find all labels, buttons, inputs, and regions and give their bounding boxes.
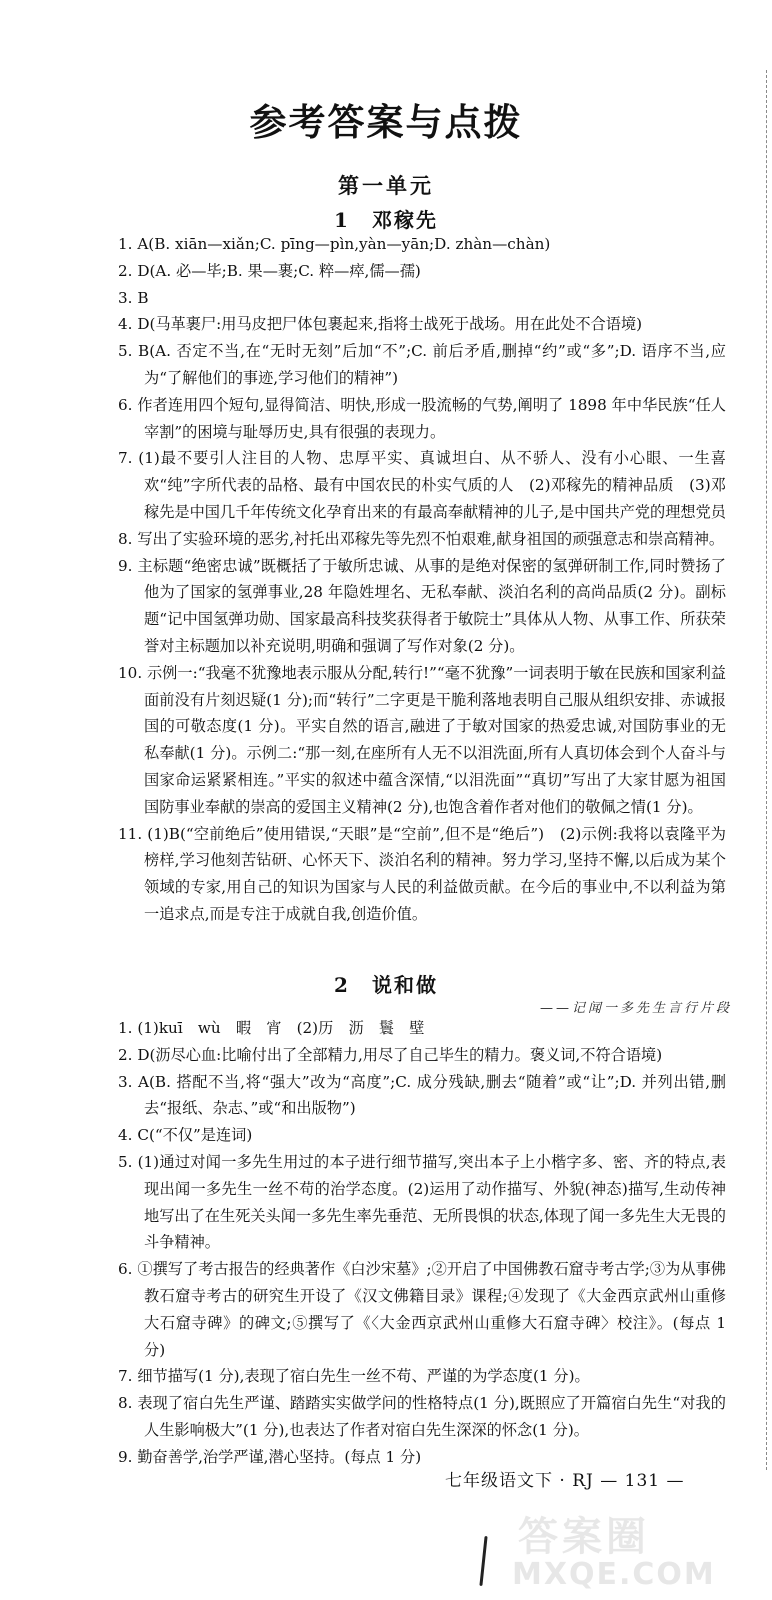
watermark-logo [482, 1505, 764, 1595]
page-title: 参考答案与点拨 [249, 101, 523, 144]
answer-item: 8. 表现了宿白先生严谨、踏踏实实做学问的性格特点(1 分),既照应了开篇宿白先生“对我的人生影响极大”(1 分),也表达了作者对宿白先生深深的怀念(1 分)。 [118, 1394, 726, 1439]
answer-item: 4. C(“不仅”是连词) [118, 1126, 253, 1145]
unit-heading: 第一单元 [338, 173, 434, 198]
answer-item: 5. (1)通过对闻一多先生用过的本子进行细节描写,突出本子上小楷字多、密、齐的特点,表现出闻一多先生一丝不苟的治学态度。(2)运用了动作描写、外貌(神态)描写,生动传神地写出了在生死关头闻一多先生率先垂范、无所畏惧的状态,体现了闻一多先生大无畏的斗争精神。 [118, 1152, 726, 1252]
answer-item: 10. 示例一:“我毫不犹豫地表示服从分配,转行!”“毫不犹豫”一词表明于敏在民族和国家利益面前没有片刻迟疑(1 分);而“转行”二字更是干脆利落地表明自己服从组织安排、赤诚报国的可敬态度(1 分)。平实自然的语言,融进了于敏对国家的热爱忠诚,对国防事业的无私奉献(1 分)。示例二:“那一刻,在座所有人无不以泪洗面,所有人真切体会到个人奋斗与国家命运紧紧相连。”平实的叙述中蕴含深情,“以泪洗面”“真切”写出了大家甘愿为祖国国防事业奉献的崇高的爱国主义精神(2 分),也饱含着作者对他们的敬佩之情(1 分)。 [118, 663, 726, 816]
answer-item: 1. (1)kuī wù 暇 宵 (2)历 沥 鬟 壁 [118, 1019, 425, 1037]
lesson-2-subtitle: ——记闻一多先生言行片段 [540, 1001, 733, 1016]
watermark-text: 答案圈 [518, 1514, 650, 1560]
answer-item: 2. D(沥尽心血:比喻付出了全部精力,用尽了自己毕生的精力。褒义词,不符合语境) [118, 1045, 663, 1064]
answer-item: 4. D(马革裹尸:用马皮把尸体包裹起来,指将士战死于战场。用在此处不合语境) [118, 315, 643, 334]
answer-item: 8. 写出了实验环境的恶劣,衬托出邓稼先等先烈不怕艰难,献身祖国的顽强意志和崇高精神。 [118, 529, 725, 548]
page-edge-dashed-line [766, 70, 767, 1470]
answer-item: 5. B(A. 否定不当,在“无时无刻”后加“不”;C. 前后矛盾,删掉“约”或“多”;D. 语序不当,应为“了解他们的事迹,学习他们的精神”) [118, 342, 726, 387]
answer-item: 9. 勤奋善学,治学严谨,潜心坚持。(每点 1 分) [118, 1447, 422, 1466]
answer-item: 2. D(A. 必—毕;B. 果—裹;C. 粹—瘁,儒—孺) [118, 261, 421, 280]
answer-item: 1. A(B. xiān—xiǎn;C. pīng—pìn,yàn—yān;D. zhàn—chàn) [118, 235, 551, 253]
lesson-2-answers [118, 1015, 726, 1471]
page-footer: 七年级语文下 · RJ — 131 — [445, 1471, 685, 1491]
answer-item: 9. 主标题“绝密忠诚”既概括了于敏所忠诚、从事的是绝对保密的氢弹研制工作,同时赞扬了他为了国家的氢弹事业,28 年隐姓埋名、无私奉献、淡泊名利的高尚品质(2 分)。副标题“记中国氢弹功勋、国家最高科技奖获得者于敏院士”具体从人物、从事工作、所获荣誉对主标题加以补充说明,明确和强调了写作对象(2 分)。 [118, 556, 726, 655]
answer-item: 11. (1)B(“空前绝后”使用错误,“天眼”是“空前”,但不是“绝后”) (2)示例:我将以袁隆平为榜样,学习他刻苦钻研、心怀天下、淡泊名利的精神。努力学习,坚持不懈,以后成为某个领域的专家,用自己的知识为国家与人民的利益做贡献。在今后的事业中,不以利益为第一追求点,而是专注于成就自我,创造价值。 [118, 824, 726, 923]
watermark-url: MXQE.COM [512, 1557, 716, 1592]
answer-item: 3. B [118, 288, 149, 307]
answer-item: 7. 细节描写(1 分),表现了宿白先生一丝不苟、严谨的为学态度(1 分)。 [118, 1367, 590, 1386]
answer-item: 3. A(B. 搭配不当,将“强大”改为“高度”;C. 成分残缺,删去“随着”或“让”;D. 并列出错,删去“报纸、杂志、”或“和出版物”) [118, 1072, 726, 1118]
answer-item: 6. 作者连用四个短句,显得简洁、明快,形成一股流畅的气势,阐明了 1898 年中华民族“任人宰割”的困境与耻辱历史,具有很强的表现力。 [118, 395, 726, 441]
lesson-1-answers [118, 231, 726, 928]
lesson-1-heading: 1 邓稼先 [334, 208, 438, 232]
lesson-2-heading: 2 说和做 [334, 973, 438, 997]
answer-item: 6. ①撰写了考古报告的经典著作《白沙宋墓》;②开启了中国佛教石窟寺考古学;③为从事佛教石窟寺考古的研究生开设了《汉文佛籍目录》课程;④发现了《大金西京武州山重修大石窟寺碑》的碑文;⑤撰写了《〈大金西京武州山重修大石窟寺碑〉校注》。(每点 1 分) [118, 1260, 726, 1359]
answer-item: 7. (1)最不要引人注目的人物、忠厚平实、真诚坦白、从不骄人、没有小心眼、一生喜欢“纯”字所代表的品格、最有中国农民的朴实气质的人 (2)邓稼先的精神品质 (3)邓稼先是中国几千年传统文化孕育出来的有最高奉献精神的儿子,是中国共产党的理想党员 [118, 449, 726, 521]
